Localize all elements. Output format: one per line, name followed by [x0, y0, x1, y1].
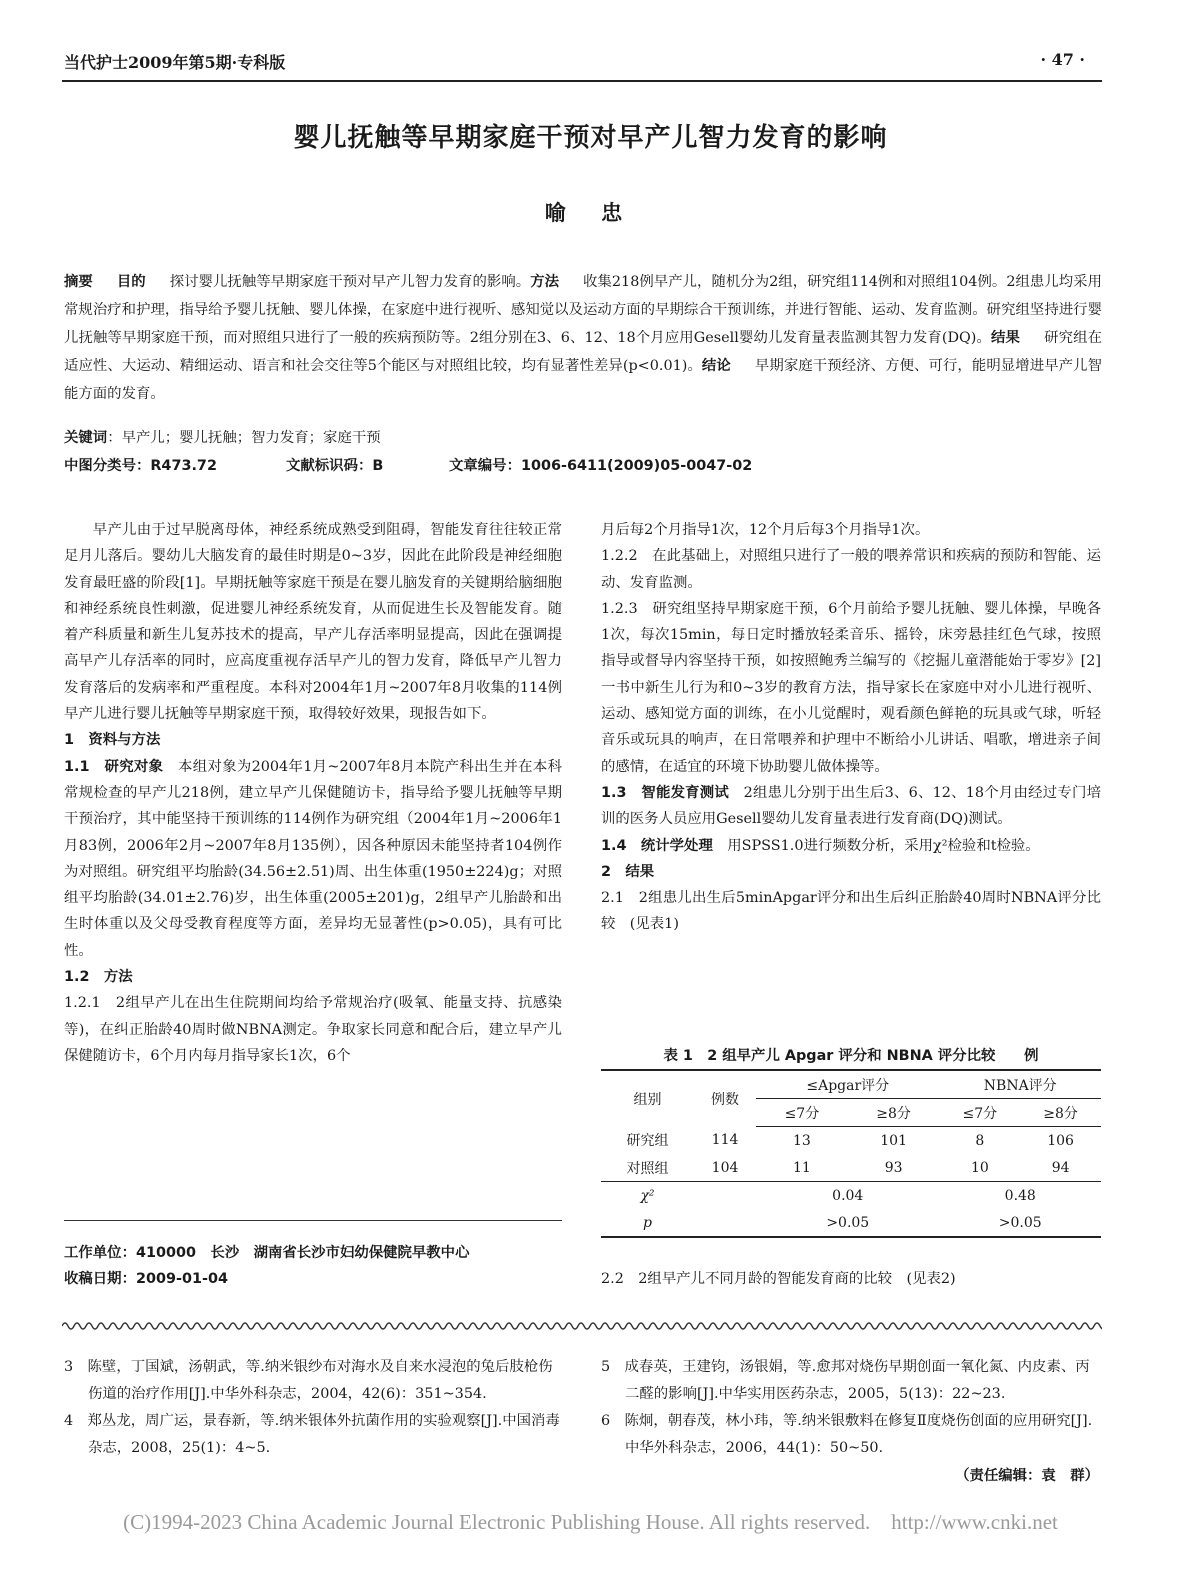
- copyright-watermark: (C)1994-2023 China Academic Journal Electronic Publishing House. All rights reserved. http://www.cnki.net: [123, 1510, 1058, 1534]
- chi-nbna: 0.48: [1004, 1187, 1036, 1204]
- table-cell: 研究组: [626, 1133, 669, 1150]
- footnote: [64, 1240, 562, 1292]
- body-left-column: [64, 517, 562, 1069]
- article-meta: [64, 424, 1102, 480]
- table-header-nbna: NBNA评分: [939, 1070, 1101, 1099]
- method-text: 收集218例早产儿，随机分为2组，研究组114例和对照组104例。2组患儿均采用常规治疗和护理，指导给予婴儿抚触、婴儿体操，在家庭中进行视听、感知觉以及运动方面的早期综合干预训练，并进行智能、运动、发育监测。研究组坚持进行婴儿抚触等早期家庭干预，而对照组只进行了一般的疾病预防等。2组分别在3、6、12、18个月应用Gesell婴幼儿发育量表监测其智力发育(DQ)。: [64, 274, 1102, 346]
- page-number: · 47 ·: [1040, 50, 1085, 69]
- table-subheader-apgar-ge8: ≥8分: [848, 1099, 940, 1127]
- conclusion-text: 早期家庭干预经济、方便、可行，能明显增进早产儿智能方面的发育。: [64, 358, 1102, 402]
- received-date: 收稿日期：2009-01-04: [64, 1271, 229, 1287]
- p-apgar: >0.05: [756, 1209, 939, 1237]
- footnote-rule: [64, 1220, 562, 1221]
- references-left: [64, 1354, 562, 1462]
- section-1-3-label: 1.3 智能发育测试: [601, 784, 730, 801]
- journal-header: 当代护士2009年第5期·专科版: [64, 53, 286, 72]
- work-unit: 工作单位：410000 长沙 湖南省长沙市妇幼保健院早教中心: [64, 1245, 470, 1261]
- section-1-1-text: 本组对象为2004年1月~2007年8月本院产科出生并在本科常规检查的早产儿218例，建立早产儿保健随访卡，指导给予婴儿抚触等早期干预治疗，其中能坚持干预训练的114例作为研究组（2004年1月~2006年1月83例，2006年2月~2007年8月135例），因各种原因未能坚持者104例作为对照组。研究组平均胎龄(34.56±2.51)周、出生体重(1950±224)g；对照组平均胎龄(34.01±2.76)岁，出生体重(2005±201)g，2组早产儿胎龄和出生时体重以及父母受教育程度等方面，差异均无显著性(p>0.05)，具有可比性。: [64, 758, 562, 959]
- table-1-caption: 表 1 2 组早产儿 Apgar 评分和 NBNA 评分比较 例: [663, 1048, 1039, 1064]
- conclusion-label: 结论: [701, 358, 731, 374]
- reference-item: 4 郑丛龙，周广运，景春新，等.纳米银体外抗菌作用的实验观察[J].中国消毒杂志，2008，25(1)：4~5.: [64, 1413, 560, 1456]
- result-text: 研究组在适应性、大运动、精细运动、语言和社会交往等5个能区与对照组比较，均有显著性差异(p<0.01)。: [64, 330, 1102, 374]
- p-nbna: >0.05: [939, 1209, 1101, 1237]
- table-cell: 114: [711, 1132, 739, 1149]
- section-1-2-2: 1.2.2 在此基础上，对照组只进行了一般的喂养常识和疾病的预防和智能、运动、发育监测。: [601, 548, 1101, 591]
- section-1-2-3: 1.2.3 研究组坚持早期家庭干预，6个月前给予婴儿抚触、婴儿体操，早晚各1次，每次15min，每日定时播放轻柔音乐、摇铃，床旁悬挂红色气球，按照指导或督导内容坚持干预，如按照鲍秀兰编写的《挖掘儿童潜能始于零岁》[2]一书中新生儿行为和0~3岁的教育方法，指导家长在家庭中对小儿进行视听、运动、感知觉方面的训练，在小儿觉醒时，观看颜色鲜艳的玩具或气球，听轻音乐或玩具的响声，在日常喂养和护理中不断给小儿讲话、唱歌，增进亲子间的感情，在适宜的环境下协助婴儿做体操等。: [601, 600, 1101, 775]
- table-header-apgar: ≤Apgar评分: [756, 1070, 939, 1099]
- abstract: [64, 268, 1102, 408]
- method-label: 方法: [530, 274, 560, 290]
- table-cell: 94: [1020, 1154, 1101, 1182]
- reference-item: 3 陈壁，丁国斌，汤朝武，等.纳米银纱布对海水及自来水浸泡的兔后肢枪伤伤道的治疗作用[J].中华外科杂志，2004，42(6)：351~354.: [64, 1359, 553, 1402]
- section-1-4-label: 1.4 统计学处理: [601, 837, 713, 854]
- section-2-heading: 2 结果: [601, 863, 655, 880]
- abstract-label: 摘要: [64, 274, 93, 290]
- table-row-chi: [601, 1182, 1101, 1210]
- table-header-cases: 例数: [694, 1070, 756, 1127]
- table-cell: 8: [975, 1132, 985, 1149]
- article-number: 文章编号：1006-6411(2009)05-0047-02: [449, 458, 753, 474]
- chi-apgar: 0.04: [832, 1187, 864, 1204]
- table-cell: 106: [1047, 1132, 1074, 1149]
- responsible-editor: （责任编辑：袁 群）: [955, 1467, 1099, 1484]
- wavy-divider: [62, 1318, 1102, 1334]
- table-subheader-nbna-ge8: ≥8分: [1020, 1099, 1101, 1127]
- section-1-4-text: 用SPSS1.0进行频数分析，采用χ²检验和t检验。: [727, 837, 1040, 854]
- document-code: 文献标识码：B: [286, 458, 384, 474]
- table-header-group: 组别: [601, 1070, 694, 1127]
- p-label: p: [601, 1209, 694, 1237]
- table-subheader-apgar-le7: ≤7分: [756, 1099, 848, 1127]
- intro-paragraph: 早产儿由于过早脱离母体，神经系统成熟受到阻碍，智能发育往往较正常足月儿落后。婴幼儿大脑发育的最佳时期是0~3岁，因此在此阶段是神经细胞发育最旺盛的阶段[1]。早期抚触等家庭干预是在婴儿脑发育的关键期给脑细胞和神经系统良性刺激，促进婴儿神经系统发育，从而促进生长及智能发育。随着产科质量和新生儿复苏技术的提高，早产儿存活率明显提高，因此在强调提高早产儿存活率的同时，应高度重视存活早产儿的智力发育，降低早产儿智力发育落后的发病率和严重程度。本科对2004年1月~2007年8月收集的114例早产儿进行婴儿抚触等早期家庭干预，取得较好效果，现报告如下。: [64, 522, 562, 723]
- section-1-1-label: 1.1 研究对象: [64, 758, 164, 775]
- section-1-2-heading: 1.2 方法: [64, 969, 133, 986]
- references-right: [601, 1354, 1101, 1462]
- reference-item: 5 成春英，王建钧，汤银娟，等.愈邦对烧伤早期创面一氧化氮、内皮素、丙二醛的影响[J].中华实用医药杂志，2005，5(13)：22~23.: [601, 1359, 1090, 1402]
- table-cell: 11: [756, 1154, 848, 1182]
- table-row: [601, 1127, 1101, 1155]
- purpose-label: 目的: [116, 274, 146, 290]
- keywords-text: ：早产儿；婴儿抚触；智力发育；家庭干预: [107, 430, 381, 446]
- table-row: [601, 1154, 1101, 1182]
- result-label: 结果: [991, 330, 1021, 346]
- purpose-text: 探讨婴儿抚触等早期家庭干预对早产儿智力发育的影响。: [169, 274, 531, 290]
- body-right-column: [601, 517, 1101, 938]
- section-1-3-text: 2组患儿分别于出生后3、6、12、18个月由经过专门培训的医务人员应用Gesell婴幼儿发育量表进行发育商(DQ)测试。: [601, 784, 1101, 828]
- section-1-2-1: 1.2.1 2组早产儿在出生住院期间均给予常规治疗(吸氧、能量支持、抗感染等)，在纠正胎龄40周时做NBNA测定。争取家长同意和配合后，建立早产儿保健随访卡，6个月内每月指导家长1次，6个: [64, 995, 562, 1064]
- table-cell: 对照组: [601, 1154, 694, 1182]
- table-1: [601, 1069, 1101, 1238]
- table-cell: 101: [880, 1132, 907, 1149]
- section-2-2: 2.2 2组早产儿不同月龄的智能发育商的比较 (见表2): [601, 1271, 956, 1287]
- continued-text: 月后每2个月指导1次，12个月后每3个月指导1次。: [601, 522, 930, 538]
- header-rule: [62, 80, 1102, 82]
- table-row-p: [601, 1209, 1101, 1237]
- table-subheader-nbna-le7: ≤7分: [939, 1099, 1020, 1127]
- article-title: 婴儿抚触等早期家庭干预对早产儿智力发育的影响: [293, 123, 888, 153]
- reference-item: 6 陈炯，朝春茂，林小玮，等.纳米银敷料在修复Ⅱ度烧伤创面的应用研究[J].中华外科杂志，2006，44(1)：50~50.: [601, 1413, 1093, 1456]
- article-author: 喻 忠: [544, 200, 637, 225]
- table-cell: 104: [694, 1154, 756, 1182]
- clc-number: 中图分类号：R473.72: [64, 458, 217, 474]
- keywords-label: 关键词: [64, 430, 108, 446]
- table-cell: 13: [792, 1132, 811, 1149]
- section-2-1: 2.1 2组患儿出生后5minApgar评分和出生后纠正胎龄40周时NBNA评分比较 (见表1): [601, 890, 1101, 933]
- table-cell: 10: [939, 1154, 1020, 1182]
- section-1-heading: 1 资料与方法: [64, 732, 161, 749]
- table-cell: 93: [848, 1154, 940, 1182]
- chi-label: χ²: [640, 1187, 655, 1204]
